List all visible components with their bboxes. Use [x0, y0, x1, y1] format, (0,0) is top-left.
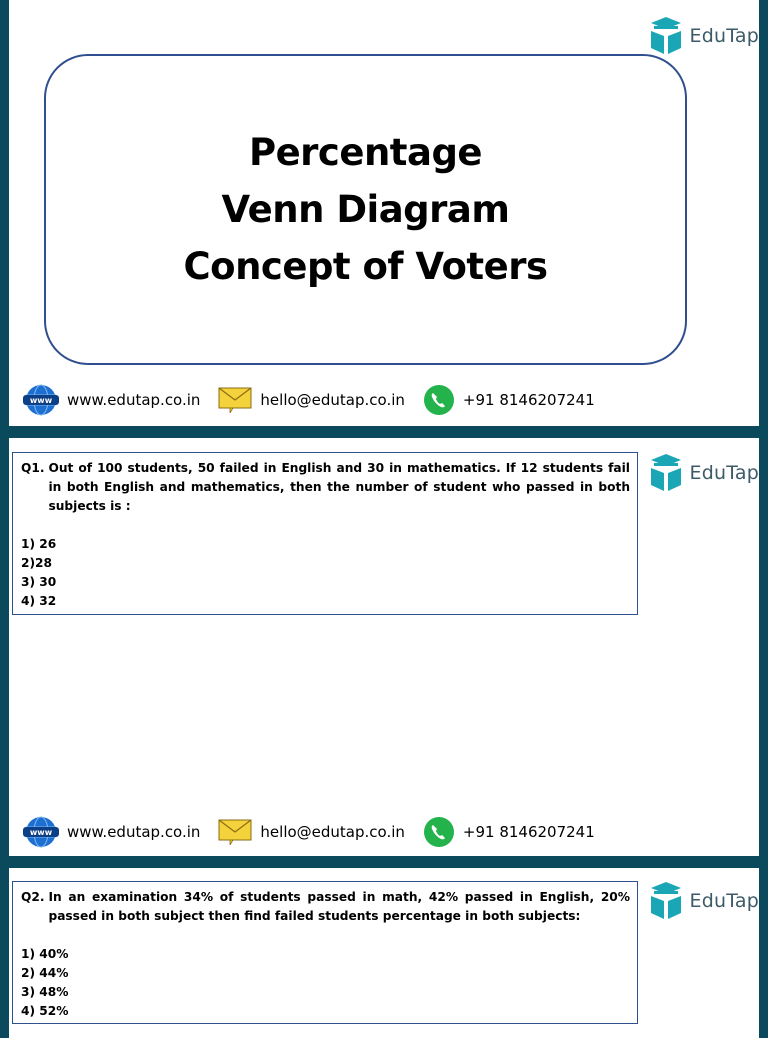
- svg-text:www: www: [29, 396, 53, 405]
- svg-text:www: www: [29, 828, 53, 837]
- option-1: 1) 26: [21, 537, 57, 551]
- question-text: [21, 459, 630, 516]
- email-item[interactable]: [218, 819, 404, 845]
- question-box: [12, 881, 638, 1024]
- question-body: Out of 100 students, 50 failed in English and 30 in mathematics. If 12 students fail in both English and mathematics, then the number of student who passed in both subjects is :: [48, 461, 630, 513]
- title-line-1: Percentage: [248, 131, 483, 174]
- phone-item[interactable]: [423, 816, 595, 848]
- contact-footer: [23, 383, 613, 417]
- option-2: 2)28: [21, 556, 53, 570]
- website-item[interactable]: [23, 815, 200, 849]
- option-3: 3) 48%: [21, 985, 69, 999]
- website-link[interactable]: www.edutap.co.in: [67, 391, 201, 409]
- option-2: 2) 44%: [21, 966, 69, 980]
- brand-name: EduTap: [689, 890, 759, 912]
- www-globe-icon: [23, 383, 59, 417]
- edutap-logo: [648, 453, 759, 493]
- phone-icon: [423, 384, 455, 416]
- question-number: Q1.: [21, 461, 45, 475]
- edutap-logo-icon: [648, 16, 684, 56]
- brand-name: EduTap: [689, 25, 759, 47]
- option-3: 3) 30: [21, 575, 57, 589]
- website-link[interactable]: www.edutap.co.in: [67, 823, 201, 841]
- email-link[interactable]: hello@edutap.co.in: [260, 823, 405, 841]
- question-box: [12, 452, 638, 615]
- option-4: 4) 52%: [21, 1004, 69, 1018]
- title-line-2: Venn Diagram: [221, 188, 510, 231]
- question-body: In an examination 34% of students passed in math, 42% passed in English, 20% passed in both subject then find failed students percentage in both subjects:: [48, 890, 630, 923]
- question-slide-1: [9, 438, 759, 856]
- envelope-icon: [218, 387, 252, 413]
- question-slide-2: [9, 868, 759, 1038]
- www-globe-icon: [23, 815, 59, 849]
- phone-number[interactable]: +91 8146207241: [462, 391, 595, 409]
- phone-icon: [423, 816, 455, 848]
- question-text: [21, 888, 630, 926]
- brand-name: EduTap: [689, 462, 759, 484]
- option-1: 1) 40%: [21, 947, 69, 961]
- title-line-3: Concept of Voters: [183, 245, 548, 288]
- option-4: 4) 32: [21, 594, 57, 608]
- phone-item[interactable]: [423, 384, 595, 416]
- title-card: [44, 54, 687, 365]
- edutap-logo: [648, 16, 759, 56]
- options-list: [21, 945, 630, 1021]
- phone-number[interactable]: +91 8146207241: [462, 823, 595, 841]
- email-item[interactable]: [218, 387, 404, 413]
- website-item[interactable]: [23, 383, 200, 417]
- contact-footer: [23, 815, 613, 849]
- edutap-logo-icon: [648, 453, 684, 493]
- envelope-icon: [218, 819, 252, 845]
- edutap-logo: [648, 881, 759, 921]
- question-number: Q2.: [21, 890, 45, 904]
- edutap-logo-icon: [648, 881, 684, 921]
- options-list: [21, 535, 630, 611]
- email-link[interactable]: hello@edutap.co.in: [260, 391, 405, 409]
- title-slide: [9, 0, 759, 426]
